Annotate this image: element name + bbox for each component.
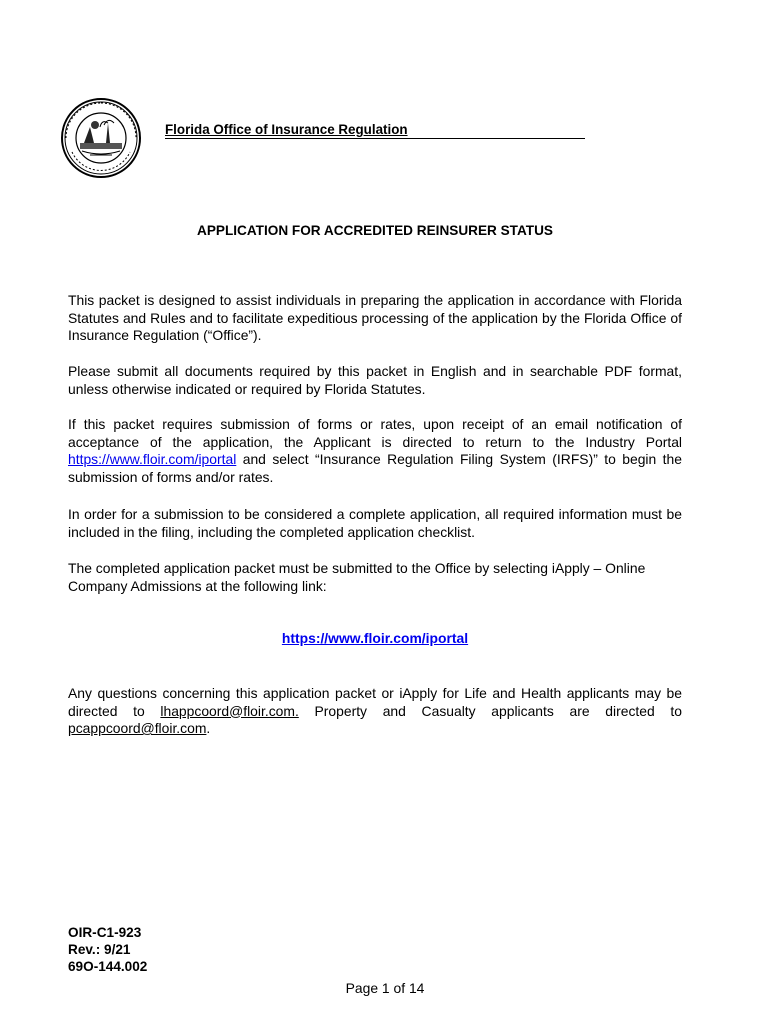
contact-text-mid: Property and Casualty applicants are directed to	[298, 702, 682, 719]
document-title: APPLICATION FOR ACCREDITED REINSURER STATUS	[197, 223, 553, 238]
florida-state-seal-icon	[60, 97, 142, 179]
submission-paragraph: The completed application packet must be submitted to the Office by selecting iApply – Online Company Admissions at the following link:	[68, 560, 646, 594]
form-revision: Rev.: 9/21	[68, 942, 131, 957]
iportal-link-container	[0, 629, 750, 647]
form-rule: 69O-144.002	[68, 959, 148, 974]
agency-header	[165, 121, 585, 139]
forms-text-start: If this packet requires submission of forms or rates, upon receipt of an email notification of acceptance of the application, the Applicant is directed to return to the Industry Portal	[68, 416, 682, 450]
forms-paragraph	[68, 416, 682, 486]
completeness-paragraph: In order for a submission to be considered a complete application, all required information must be included in the filing, including the completed application checklist.	[68, 506, 682, 540]
contact-paragraph	[68, 685, 682, 738]
agency-name: Florida Office of Insurance Regulation	[165, 122, 408, 137]
iportal-link-inline[interactable]: https://www.floir.com/iportal	[68, 451, 237, 467]
page-number: Page 1 of 14	[345, 980, 425, 996]
format-paragraph: Please submit all documents required by this packet in English and in searchable PDF format, unless otherwise indicated or required by Florida Statutes.	[68, 363, 682, 397]
forms-text-end: and select “Insurance Regulation Filing System (IRFS)” to begin the submission of forms and/or rates.	[68, 451, 682, 485]
intro-paragraph: This packet is designed to assist individuals in preparing the application in accordance with Florida Statutes and Rules and to facilitate expeditious processing of the application by the Florida Office of Insurance Regulation (“Office”).	[68, 292, 682, 343]
lh-email-link[interactable]: lhappcoord@floir.com.	[160, 702, 299, 719]
contact-text-end: .	[206, 720, 211, 736]
form-number: OIR-C1-923	[68, 925, 142, 940]
pc-email-link[interactable]: pcappcoord@floir.com	[68, 720, 207, 736]
iportal-link[interactable]: https://www.floir.com/iportal	[281, 630, 469, 646]
form-identifier	[68, 924, 147, 975]
contact-text-start: Any questions concerning this application packet or iApply for Life and Health applicants may be directed to	[68, 685, 682, 719]
